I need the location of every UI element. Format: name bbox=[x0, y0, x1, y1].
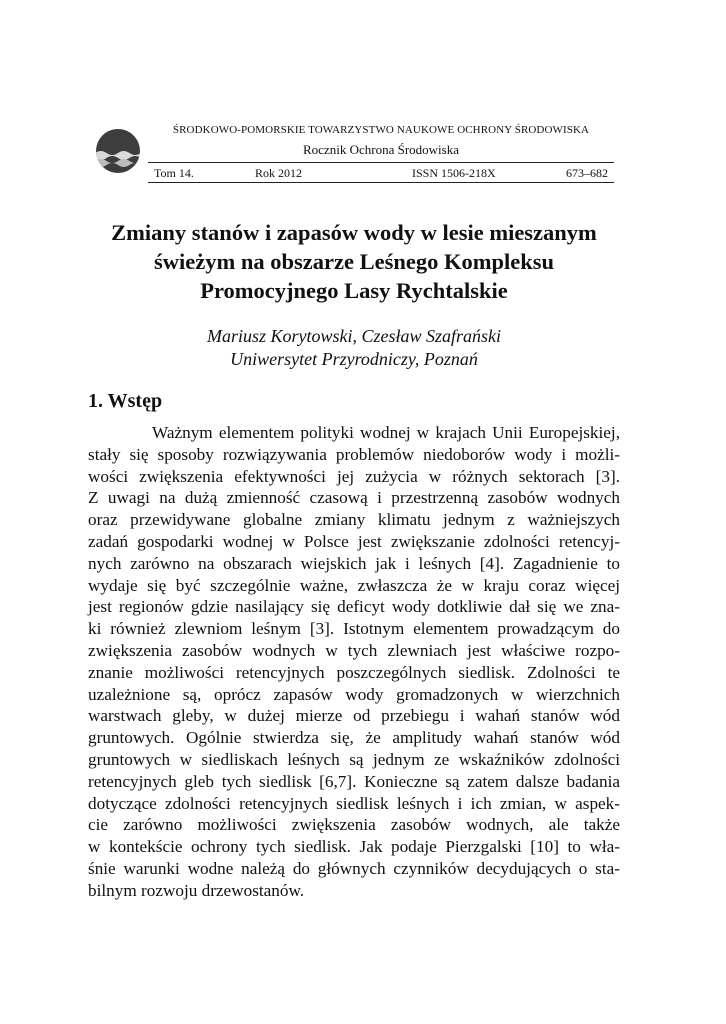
body-paragraph bbox=[88, 422, 620, 902]
section-heading: 1. Wstęp bbox=[88, 390, 163, 412]
title-line: świeżym na obszarze Leśnego Kompleksu bbox=[154, 249, 554, 274]
header-rule-bottom bbox=[148, 182, 614, 183]
author-affiliation: Uniwersytet Przyrodniczy, Poznań bbox=[230, 349, 478, 369]
article-title bbox=[88, 218, 620, 305]
author-names: Mariusz Korytowski, Czesław Szafrański bbox=[206, 326, 502, 346]
paragraph-line: jest regionów gdzie nasilający się deficyt wody dotkliwie dał się we zna- bbox=[88, 597, 620, 617]
title-line: Zmiany stanów i zapasów wody w lesie mieszanym bbox=[111, 220, 597, 245]
paragraph-line: zadań gospodarki wodnej w Polsce jest zwiększanie zdolności retencyj- bbox=[88, 531, 620, 551]
issn-label: ISSN 1506-218X bbox=[412, 166, 496, 180]
page-range: 673–682 bbox=[566, 166, 608, 180]
paragraph-line: znanie możliwości retencyjnych poszczególnych siedlisk. Zdolności te bbox=[88, 662, 620, 682]
paragraph-line: bilnym rozwoju drzewostanów. bbox=[88, 880, 305, 900]
paragraph-line: nych zarówno na obszarach wiejskich jak i leśnych [4]. Zagadnienie to bbox=[88, 553, 620, 573]
paragraph-line: zwiększenia zasobów wodnych w tych zlewniach jest właściwe rozpo- bbox=[88, 640, 620, 660]
paragraph-line: dotyczące zdolności retencyjnych siedlisk leśnych i ich zmian, w aspek- bbox=[88, 793, 620, 813]
paragraph-line: w kontekście ochrony tych siedlisk. Jak podaje Pierzgalski [10] to wła- bbox=[88, 837, 620, 857]
header-rule-top bbox=[148, 162, 614, 163]
paragraph-line: Z uwagi na dużą zmienność czasową i przestrzenną zasobów wodnych bbox=[88, 488, 620, 508]
paragraph-line: stały się sposoby rozwiązywania problemów niedoborów wody i możli- bbox=[88, 444, 620, 464]
paragraph-line: gruntowych w siedliskach leśnych są jednym ze wskaźników zdolności bbox=[88, 749, 620, 769]
author-block bbox=[88, 325, 620, 371]
society-logo bbox=[95, 128, 141, 174]
paragraph-line: ki również zlewniom leśnym [3]. Istotnym elementem prowadzącym do bbox=[88, 619, 620, 639]
paragraph-line: warstwach gleby, w dużej mierze od przebiegu i wahań stanów wód bbox=[88, 706, 620, 726]
paragraph-line: retencyjnych gleb tych siedlisk [6,7]. Konieczne są zatem dalsze badania bbox=[88, 771, 620, 791]
paragraph-line: wości zwiększenia efektywności jej zużycia w różnych sektorach [3]. bbox=[88, 466, 620, 486]
volume-label: Tom 14. bbox=[154, 166, 194, 180]
paragraph-line: uzależnione są, oprócz zapasów wody gromadzonych w wierzchnich bbox=[88, 684, 620, 704]
paragraph-line: Ważnym elementem polityki wodnej w krajach Unii Europejskiej, bbox=[152, 423, 620, 442]
paragraph-line: wydaje się być szczególnie ważne, zwłaszcza że w kraju coraz więcej bbox=[88, 575, 620, 595]
paragraph-line: cie zarówno możliwości zwiększenia zasobów wodnych, ale także bbox=[88, 815, 620, 835]
paragraph-line: oraz przewidywane globalne zmiany klimatu jednym z ważniejszych bbox=[88, 510, 620, 530]
journal-name: Rocznik Ochrona Środowiska bbox=[303, 142, 459, 157]
paragraph-line: gruntowych. Ogólnie stwierdza się, że amplitudy wahań stanów wód bbox=[88, 728, 620, 748]
society-name: ŚRODKOWO-POMORSKIE TOWARZYSTWO NAUKOWE OCHRONY ŚRODOWISKA bbox=[172, 124, 590, 136]
year-label: Rok 2012 bbox=[255, 166, 303, 180]
paragraph-line: śnie warunki wodne należą do głównych czynników decydujących o sta- bbox=[88, 858, 620, 878]
title-line: Promocyjnego Lasy Rychtalskie bbox=[200, 278, 508, 303]
